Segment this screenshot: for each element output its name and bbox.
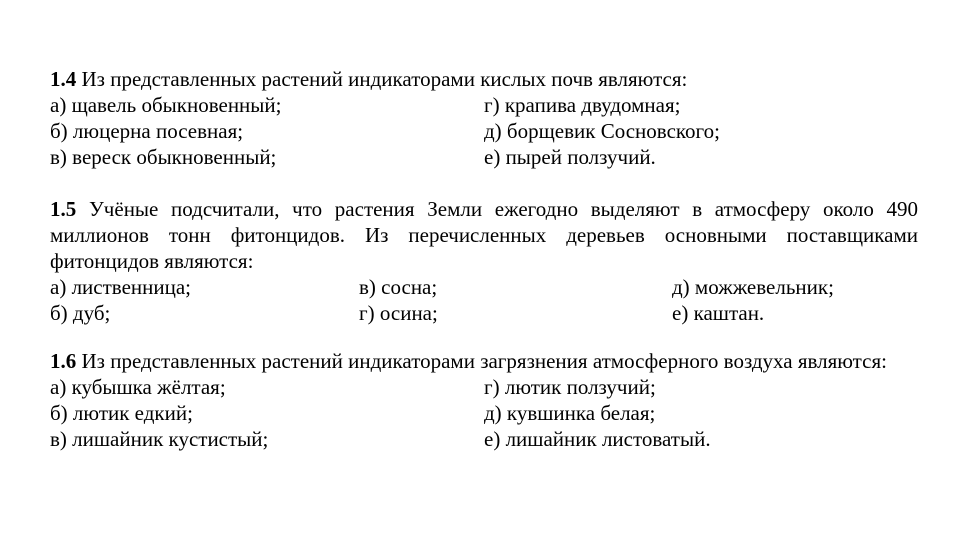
question-1-5 [50,196,918,326]
options-row [50,274,918,300]
options-row [50,118,918,144]
answer-option: а) кубышка жёлтая; [50,375,226,399]
answer-option: е) пырей ползучий. [484,145,656,169]
answer-option: б) люцерна посевная; [50,119,244,143]
answer-option: г) крапива двудомная; [484,93,681,117]
question-prompt: Из представленных растений индикаторами кислых почв являются: [81,67,688,91]
question-text [50,66,918,92]
answer-option: в) вереск обыкновенный; [50,145,277,169]
options-row [50,400,918,426]
question-prompt: Учёные подсчитали, что растения Земли ежегодно выделяют в атмосферу около 490 миллионов тонн фитонцидов. Из перечисленных деревьев основными поставщиками фитонцидов являются: [50,197,919,273]
options-row [50,426,918,452]
answer-option: д) можжевельник; [672,275,834,299]
answer-option: в) лишайник кустистый; [50,427,269,451]
options-row [50,300,918,326]
answer-option: г) лютик ползучий; [484,375,656,399]
question-1-6 [50,348,918,452]
question-text [50,196,918,274]
question-1-4 [50,66,918,170]
answer-option: д) кувшинка белая; [484,401,656,425]
options-row [50,92,918,118]
question-number: 1.6 [50,349,77,373]
answer-option: д) борщевик Сосновского; [484,119,720,143]
question-text [50,348,918,374]
options-row [50,374,918,400]
answer-option: б) лютик едкий; [50,401,193,425]
options-row [50,144,918,170]
answer-option: е) лишайник листоватый. [484,427,711,451]
answer-option: а) щавель обыкновенный; [50,93,282,117]
answer-option: б) дуб; [50,301,111,325]
question-prompt: Из представленных растений индикаторами загрязнения атмосферного воздуха являются: [81,349,887,373]
question-number: 1.5 [50,197,77,221]
answer-option: а) лиственница; [50,275,192,299]
question-number: 1.4 [50,67,77,91]
answer-option: е) каштан. [672,301,765,325]
answer-option: г) осина; [359,301,438,325]
answer-option: в) сосна; [359,275,438,299]
